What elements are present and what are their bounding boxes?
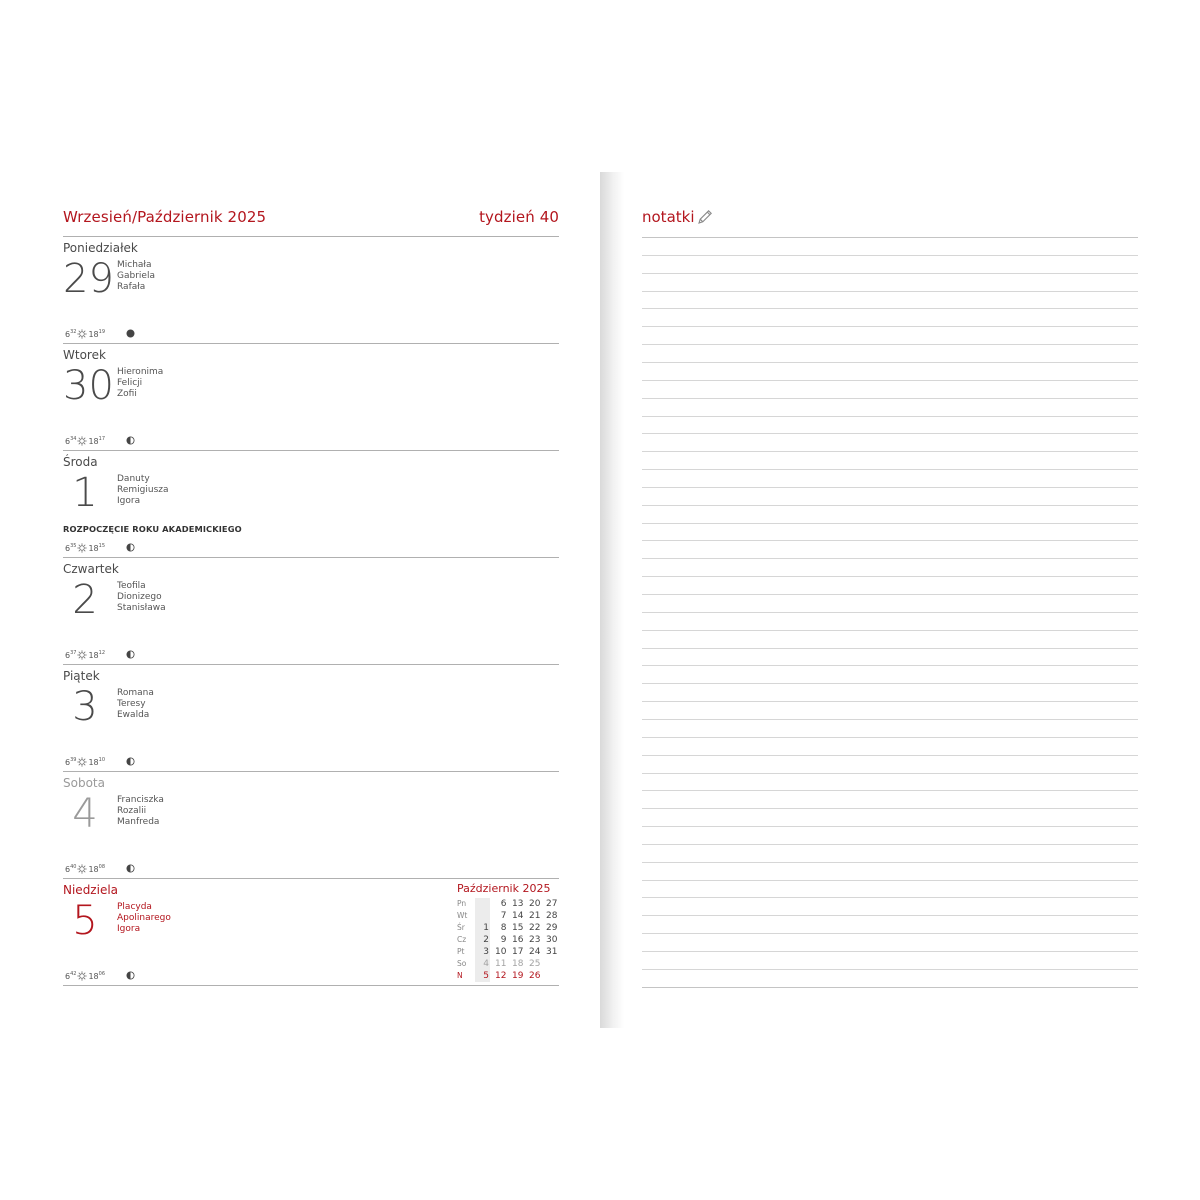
note-line — [642, 505, 1138, 506]
sunrise-sunset: $6^{42}$ $18^{06}$ — [65, 971, 106, 981]
note-line — [642, 416, 1138, 417]
note-line — [642, 933, 1138, 934]
note-line — [642, 737, 1138, 738]
note-line — [642, 790, 1138, 791]
mini-calendar-day — [477, 910, 489, 922]
mini-calendar-day: 6 — [500, 899, 507, 909]
date-number: 29 — [63, 256, 114, 302]
date-number: 5 — [72, 898, 98, 944]
weekday-label: Niedziela — [63, 883, 119, 897]
weekday-abbrev: Wt — [457, 911, 468, 920]
week-number: tydzień 40 — [479, 208, 559, 226]
name-days — [117, 260, 155, 293]
mini-calendar-day: 28 — [546, 911, 558, 921]
note-line — [642, 308, 1138, 309]
date-number: 1 — [72, 470, 98, 516]
sunrise-sunset: $6^{35}$ $18^{15}$ — [65, 543, 106, 553]
mini-calendar-day: 9 — [500, 935, 507, 945]
note-line — [642, 398, 1138, 399]
note-line — [642, 451, 1138, 452]
mini-calendar-day: 11 — [495, 959, 507, 969]
sun-icon — [77, 971, 87, 981]
weekday-abbrev: Pn — [457, 899, 467, 908]
name-days — [117, 902, 171, 935]
sunrise-minutes: 40 — [70, 864, 77, 870]
weekday-abbrev: N — [457, 971, 463, 980]
mini-calendar-row — [457, 934, 561, 946]
mini-calendar-day: 23 — [529, 935, 541, 945]
mini-calendar-day: 19 — [512, 971, 524, 981]
note-line — [642, 808, 1138, 809]
day-entry — [63, 344, 559, 451]
name-day: Franciszka — [117, 795, 164, 805]
sunrise-minutes: 32 — [70, 329, 77, 335]
mini-calendar-day: 26 — [529, 971, 541, 981]
sun-icon — [77, 757, 87, 767]
mini-calendar-day: 18 — [512, 959, 524, 969]
name-day: Apolinarego — [117, 913, 171, 923]
sunset-minutes: 08 — [98, 864, 106, 870]
mini-calendar-day: 17 — [512, 947, 524, 957]
note-line — [642, 897, 1138, 898]
date-number: 2 — [72, 577, 98, 623]
sun-icon — [77, 650, 87, 660]
mini-calendar-day: 4 — [483, 959, 489, 969]
name-day: Teresy — [117, 699, 146, 709]
note-line — [642, 826, 1138, 827]
note-line — [642, 362, 1138, 363]
mini-calendar-day: 20 — [529, 899, 541, 909]
left-page — [63, 170, 559, 1030]
mini-calendar-row — [457, 922, 561, 934]
weekday-abbrev: So — [457, 959, 467, 968]
pencil-icon — [696, 208, 714, 226]
date-number: 4 — [72, 791, 98, 837]
mini-calendar-day: 25 — [529, 959, 541, 969]
name-day: Romana — [117, 688, 154, 698]
day-entry — [63, 772, 559, 879]
name-day: Rozalii — [117, 806, 147, 816]
note-line — [642, 862, 1138, 863]
note-line — [642, 433, 1138, 434]
date-number: 30 — [63, 363, 114, 409]
note-line — [642, 987, 1138, 988]
note-line — [642, 773, 1138, 774]
note-line — [642, 665, 1138, 666]
mini-calendar-day: 8 — [500, 923, 507, 933]
note-line — [642, 719, 1138, 720]
note-line — [642, 273, 1138, 274]
sunrise-sunset: $6^{40}$ $18^{08}$ — [65, 864, 106, 874]
name-day: Igora — [117, 496, 141, 506]
name-day: Stanisława — [117, 603, 166, 613]
name-day: Dionizego — [117, 592, 162, 602]
mini-calendar-day: 13 — [512, 899, 524, 909]
sunset-minutes: 12 — [98, 650, 106, 656]
sunrise-sunset: $6^{34}$ $18^{17}$ — [65, 436, 106, 446]
name-day: Zofii — [117, 389, 137, 399]
note-line — [642, 701, 1138, 702]
weekday-abbrev: Cz — [457, 935, 467, 944]
mini-calendar-day: 21 — [529, 911, 541, 921]
note-line — [642, 844, 1138, 845]
name-day: Igora — [117, 924, 141, 934]
sun-icon — [77, 436, 87, 446]
mini-calendar-row — [457, 970, 561, 982]
mini-calendar-day — [477, 898, 489, 910]
weekday-label: Wtorek — [63, 348, 106, 362]
mini-calendar-day: 31 — [546, 947, 558, 957]
name-day: Danuty — [117, 474, 150, 484]
day-entry — [63, 237, 559, 344]
note-line — [642, 255, 1138, 256]
mini-calendar-day: 27 — [546, 899, 558, 909]
sunrise-minutes: 42 — [70, 971, 77, 977]
sun-icon — [77, 864, 87, 874]
sunset-minutes: 15 — [98, 543, 106, 549]
name-days — [117, 474, 169, 507]
sunrise-minutes: 34 — [70, 436, 77, 442]
note-line — [642, 540, 1138, 541]
moon-phase-icon — [126, 436, 135, 445]
date-number: 3 — [72, 684, 98, 730]
moon-phase-icon — [126, 650, 135, 659]
mini-calendar-row — [457, 910, 561, 922]
mini-calendar-row — [457, 898, 561, 910]
mini-calendar-row — [457, 958, 561, 970]
name-days — [117, 367, 163, 400]
sunrise-sunset: $6^{32}$ $18^{19}$ — [65, 329, 106, 339]
name-day: Rafała — [117, 282, 146, 292]
note-line — [642, 237, 1138, 238]
note-line — [642, 576, 1138, 577]
day-entry — [63, 665, 559, 772]
note-line — [642, 523, 1138, 524]
page-title: Wrzesień/Październik 2025 — [63, 208, 267, 226]
name-days — [117, 795, 164, 828]
mini-calendar-day: 15 — [512, 923, 524, 933]
mini-calendar-day: 16 — [512, 935, 524, 945]
weekday-label: Środa — [63, 455, 98, 469]
mini-calendar-day: 10 — [495, 947, 507, 957]
full-moon-icon — [126, 329, 135, 338]
sunrise-minutes: 35 — [70, 543, 77, 549]
moon-phase-icon — [126, 864, 135, 873]
day-entry — [63, 451, 559, 558]
note-line — [642, 630, 1138, 631]
sunrise-sunset: $6^{37}$ $18^{12}$ — [65, 650, 106, 660]
sunset-minutes: 10 — [98, 757, 106, 763]
mini-calendar-day: 7 — [500, 911, 507, 921]
mini-calendar-day: 3 — [483, 947, 489, 957]
mini-calendar-day: 29 — [546, 923, 558, 933]
sun-icon — [77, 329, 87, 339]
name-day: Gabriela — [117, 271, 155, 281]
mini-calendar-day: 2 — [483, 935, 489, 945]
sunset-minutes: 06 — [98, 971, 106, 977]
note-line — [642, 344, 1138, 345]
event-label: ROZPOCZĘCIE ROKU AKADEMICKIEGO — [63, 524, 242, 534]
note-line — [642, 558, 1138, 559]
weekday-label: Poniedziałek — [63, 241, 138, 255]
name-days — [117, 688, 154, 721]
mini-calendar-day: 14 — [512, 911, 524, 921]
name-day: Manfreda — [117, 817, 160, 827]
name-day: Remigiusza — [117, 485, 169, 495]
sunset-minutes: 19 — [98, 329, 106, 335]
note-line — [642, 469, 1138, 470]
note-line — [642, 326, 1138, 327]
name-day: Placyda — [117, 902, 152, 912]
name-day: Teofila — [117, 581, 146, 591]
name-day: Michała — [117, 260, 152, 270]
note-line — [642, 612, 1138, 613]
mini-calendar-title: Październik 2025 — [457, 882, 551, 895]
mini-calendar-day — [541, 970, 558, 982]
name-day: Ewalda — [117, 710, 150, 720]
mini-calendar — [457, 882, 561, 982]
note-line — [642, 915, 1138, 916]
sunrise-sunset: $6^{39}$ $18^{10}$ — [65, 757, 106, 767]
note-line — [642, 755, 1138, 756]
weekday-label: Czwartek — [63, 562, 119, 576]
weekday-abbrev: Śr — [457, 923, 465, 932]
weekday-label: Piątek — [63, 669, 100, 683]
name-days — [117, 581, 166, 614]
mini-calendar-day: 5 — [483, 971, 489, 981]
mini-calendar-day — [541, 958, 558, 970]
sunrise-minutes: 37 — [70, 650, 77, 656]
moon-phase-icon — [126, 971, 135, 980]
day-entry — [63, 558, 559, 665]
sun-icon — [77, 543, 87, 553]
note-line — [642, 487, 1138, 488]
mini-calendar-day: 24 — [529, 947, 541, 957]
notes-title: notatki — [642, 208, 695, 226]
mini-calendar-day: 22 — [529, 923, 541, 933]
mini-calendar-row — [457, 946, 561, 958]
mini-calendar-day: 12 — [495, 971, 507, 981]
weekday-label: Sobota — [63, 776, 105, 790]
mini-calendar-grid — [457, 898, 561, 982]
note-line — [642, 683, 1138, 684]
sunset-minutes: 17 — [98, 436, 106, 442]
weekday-abbrev: Pt — [457, 947, 465, 956]
note-line — [642, 594, 1138, 595]
mini-calendar-day: 30 — [546, 935, 558, 945]
note-line — [642, 951, 1138, 952]
note-line — [642, 880, 1138, 881]
mini-calendar-day: 1 — [483, 923, 489, 933]
moon-phase-icon — [126, 757, 135, 766]
name-day: Felicji — [117, 378, 143, 388]
right-page — [600, 170, 1200, 1030]
moon-phase-icon — [126, 543, 135, 552]
sunrise-minutes: 39 — [70, 757, 77, 763]
note-line — [642, 380, 1138, 381]
note-line — [642, 648, 1138, 649]
day-divider — [63, 985, 559, 986]
note-line — [642, 291, 1138, 292]
name-day: Hieronima — [117, 367, 164, 377]
note-line — [642, 969, 1138, 970]
